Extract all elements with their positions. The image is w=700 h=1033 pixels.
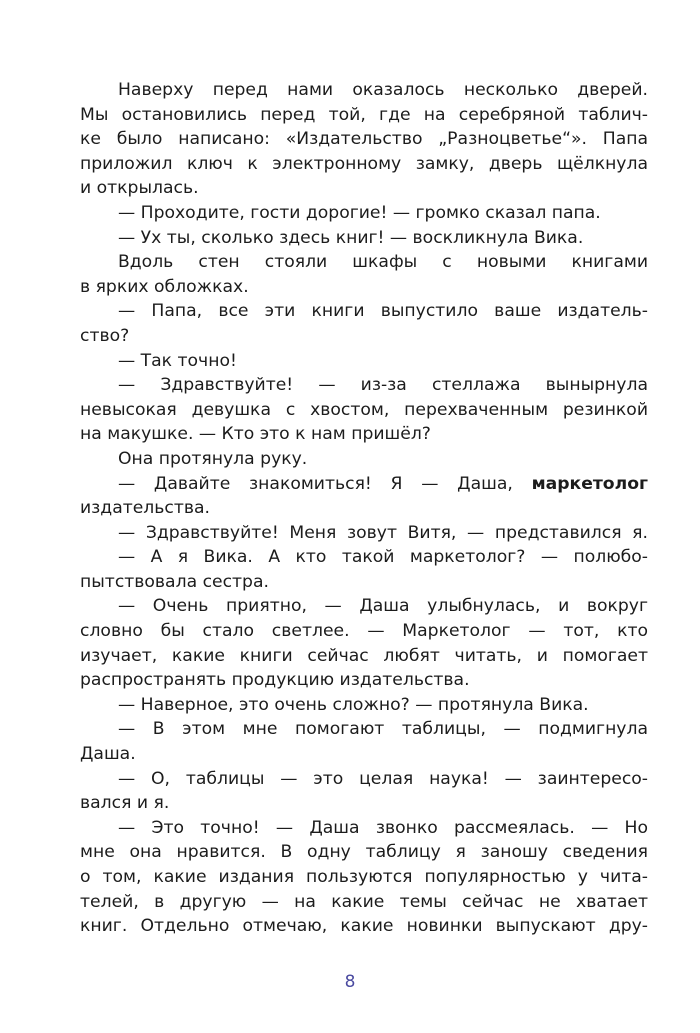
text-line: книг. Отдельно отмечаю, какие новинки выпускают дру- bbox=[80, 916, 648, 937]
text-line: распространять продукцию издательства. bbox=[80, 670, 470, 691]
text-line: словно бы стало светлее. — Маркетолог — тот, кто bbox=[80, 621, 648, 642]
text-line: Она протянула руку. bbox=[118, 448, 308, 469]
text-line: изучает, какие книги сейчас любят читать, и помогает bbox=[80, 645, 648, 666]
text-line: — Проходите, гости дорогие! — громко сказал папа. bbox=[118, 202, 601, 223]
text-line: издательства. bbox=[80, 498, 211, 519]
text-line bbox=[80, 472, 648, 497]
text-line: — Здравствуйте! — из-за стеллажа вынырнула bbox=[118, 375, 648, 396]
text-line: — Это точно! — Даша звонко рассмеялась. — Но bbox=[118, 817, 648, 838]
text-line: — А я Вика. А кто такой маркетолог? — полюбо- bbox=[118, 547, 648, 568]
text-line: Вдоль стен стояли шкафы с новыми книгами bbox=[118, 252, 648, 273]
text-line-segment: — Давайте знакомиться! Я — Даша, bbox=[118, 473, 532, 494]
bold-term: маркетолог bbox=[531, 473, 648, 494]
text-line: о том, какие издания пользуются популярностью у чита- bbox=[80, 867, 648, 887]
text-line: вался и я. bbox=[80, 793, 170, 814]
text-line: ство? bbox=[80, 325, 130, 346]
text-line: — Ух ты, сколько здесь книг! — воскликнула Вика. bbox=[118, 227, 584, 248]
text-line: пытствовала сестра. bbox=[80, 571, 269, 592]
text-line: в ярких обложках. bbox=[80, 276, 249, 297]
text-line: невысокая девушка с хвостом, перехваченным резинкой bbox=[80, 399, 648, 420]
text-line: приложил ключ к электронному замку, дверь щёлкнула bbox=[80, 153, 648, 174]
text-line: — Очень приятно, — Даша улыбнулась, и вокруг bbox=[118, 596, 648, 617]
text-line: — Здравствуйте! Меня зовут Витя, — представился я. bbox=[118, 522, 648, 543]
text-line: ке было написано: «Издательство „Разноцветье“». Папа bbox=[80, 129, 648, 150]
text-line: мне она нравится. В одну таблицу я заношу сведения bbox=[80, 842, 648, 863]
text-line: — В этом мне помогают таблицы, — подмигнула bbox=[118, 719, 648, 740]
body-text bbox=[80, 78, 648, 939]
text-line: телей, в другую — на какие темы сейчас не хватает bbox=[80, 891, 648, 912]
text-line: Мы остановились перед той, где на серебряной таблич- bbox=[80, 104, 648, 125]
text-line: Наверху перед нами оказалось несколько дверей. bbox=[118, 80, 648, 100]
text-line: и открылась. bbox=[80, 178, 199, 199]
text-line: — О, таблицы — это целая наука! — заинтересо- bbox=[118, 768, 648, 789]
text-line: Даша. bbox=[80, 744, 136, 765]
text-line: — Наверное, это очень сложно? — протянула Вика. bbox=[118, 694, 589, 715]
page-number: 8 bbox=[344, 972, 356, 992]
text-line: — Папа, все эти книги выпустило ваше издатель- bbox=[118, 301, 648, 322]
text-line: — Так точно! bbox=[118, 350, 237, 371]
text-line: на макушке. — Кто это к нам пришёл? bbox=[80, 424, 431, 445]
